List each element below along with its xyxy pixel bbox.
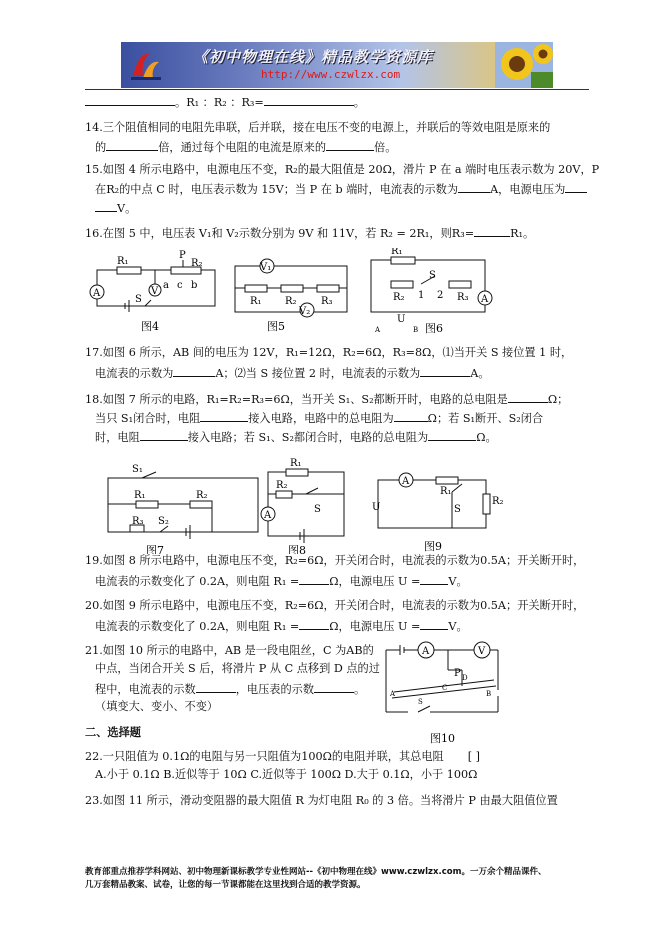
q20-line2: 电流表的示数变化了 0.2A，则电阻 R₁ = Ω，电源电压 U = V。 [95, 620, 468, 633]
footer-line1: 教育部重点推荐学科网站、初中物理新课标教学专业性网站--《初中物理在线》www.czwlzx.com。一万余个精品课件、 [85, 867, 547, 877]
q22-line1: 22.一只阻值为 0.1Ω的电阻与另一只阻值为100Ω的电阻并联，其总电阻 [ ] [85, 750, 481, 763]
label-r3: R₃ [457, 292, 469, 303]
q19-line1: 19.如图 8 所示电路中，电源电压不变，R₂=6Ω，开关闭合时，电流表的示数为0.5A；开关断开时， [85, 554, 585, 567]
answer-blank[interactable] [264, 94, 354, 106]
figure-8-caption: 图8 [288, 544, 306, 554]
label-b: b [191, 280, 198, 291]
ammeter-a: A [422, 646, 430, 657]
voltmeter-v: V [478, 646, 486, 657]
answer-blank[interactable] [196, 681, 236, 693]
answer-blank[interactable] [85, 94, 175, 106]
circuit-figure-7 [108, 472, 258, 539]
label-r3: R₃ [132, 516, 144, 527]
circuit-figure-6 [371, 257, 492, 312]
q21-line2: 中点，当闭合开关 S 后，将滑片 P 从 C 点移到 D 点的过 [95, 662, 380, 675]
answer-blank[interactable] [106, 139, 158, 151]
q22-options: A.小于 0.1Ω B.近似等于 10Ω C.近似等于 100Ω D.大于 0.1Ω，小于 100Ω [95, 768, 478, 781]
figures-4-5-6 [85, 248, 505, 338]
label-c: C [442, 684, 448, 692]
answer-blank[interactable] [326, 139, 374, 151]
answer-blank[interactable] [299, 573, 329, 585]
label-a: A [390, 690, 396, 698]
banner-url[interactable]: http://www.czwlzx.com [261, 68, 401, 81]
label-r2: R₂ [492, 496, 504, 507]
label-r3: R₃ [321, 296, 333, 307]
answer-blank[interactable] [420, 573, 448, 585]
voltmeter-v1: V₁ [260, 262, 272, 273]
answer-blank[interactable] [420, 618, 448, 630]
label-r2: R₂ [191, 258, 203, 269]
figure-7-caption: 图7 [146, 544, 164, 554]
label-a: A [375, 326, 381, 334]
header-banner [121, 42, 553, 88]
q15-line3: V。 [95, 200, 136, 216]
circuit-figure-10 [378, 640, 518, 746]
q18-line2: 当只 S₁闭合时，电阻 接入电路，电路中的总电阻为 Ω；若 S₁断开、S₂闭合 [95, 412, 544, 425]
label-b: B [413, 326, 419, 334]
answer-blank[interactable] [420, 365, 470, 377]
label-s1: S₁ [132, 464, 143, 475]
q17-line2: 电流表的示数为 A；⑵当 S 接位置 2 时，电流表的示数为 A。 [95, 367, 490, 380]
label-a: a [163, 280, 169, 291]
q21-line4: （填变大、变小、不变） [95, 700, 219, 713]
label-s: S [454, 504, 461, 515]
q16-line: 16.在图 5 中，电压表 V₁和 V₂示数分别为 9V 和 11V，若 R₂ = 2R₁，则R₃= R₁。 [85, 227, 535, 240]
answer-blank[interactable] [428, 429, 476, 441]
section-heading: 二、选择题 [85, 725, 141, 739]
q20-line1: 20.如图 9 所示电路中，电源电压不变，R₂=6Ω，开关闭合时，电流表的示数为0.5A；开关断开时， [85, 599, 585, 612]
answer-blank[interactable] [508, 391, 548, 403]
label-s: S [135, 294, 142, 305]
q23-line1: 23.如图 11 所示，滑动变阻器的最大阻值 R 为灯电阻 R₀ 的 3 倍。当将滑片 P 由最大阻值位置 [85, 794, 558, 807]
label-r2: R₂ [393, 292, 405, 303]
q15-line2: 在R₂的中点 C 时，电压表示数为 15V；当 P 在 b 端时，电流表的示数为 A，电源电压为 [95, 181, 587, 197]
label-u: U [372, 502, 381, 513]
label-r1: R₁ [290, 458, 302, 469]
q14-line1: 14.三个阻值相同的电阻先串联，后并联，接在电压不变的电源上，并联后的等效电阻是原来的 [85, 121, 551, 134]
ammeter-a: A [264, 510, 272, 521]
label-r2: R₂ [196, 490, 208, 501]
label-s2: S₂ [158, 516, 169, 527]
sunflower-icon [495, 42, 553, 88]
circuit-figure-8 [261, 469, 344, 543]
label-r1: R₁ [117, 256, 129, 267]
label-u: U [397, 314, 406, 325]
label-r1: R₁ [440, 486, 452, 497]
q21-line1: 21.如图 10 所示的电路中，AB 是一段电阻丝，C 为AB的 [85, 644, 374, 657]
ammeter-a: A [402, 476, 410, 487]
label-r1: R₁ [134, 490, 146, 501]
voltmeter-v2: V₂ [299, 306, 311, 317]
answer-blank[interactable] [474, 225, 510, 237]
figure-5-caption: 图5 [267, 320, 285, 333]
banner-title: 《初中物理在线》精品教学资源库 [193, 48, 434, 66]
answer-blank[interactable] [173, 365, 215, 377]
label-p: P [454, 668, 461, 679]
label-r1: R₁ [250, 296, 262, 307]
answer-bracket[interactable]: [ ] [467, 750, 481, 763]
answer-blank[interactable] [95, 200, 117, 212]
label-c: c [177, 280, 183, 291]
label-r1: R₁ [391, 248, 403, 257]
label-2: 2 [437, 290, 444, 301]
ammeter-a: A [481, 294, 489, 305]
q17-line1: 17.如图 6 所示，AB 间的电压为 12V，R₁=12Ω，R₂=6Ω，R₃=8Ω，⑴当开关 S 接位置 1 时， [85, 346, 573, 359]
ratio-line: 。R₁ ：R₂ ：R₃= 。 [85, 94, 365, 110]
q15-line1: 15.如图 4 所示电路中，电源电压不变，R₂的最大阻值是 20Ω，滑片 P 在 a 端时电压表示数为 20V，P [85, 163, 600, 176]
answer-blank[interactable] [200, 410, 248, 422]
q21-line3: 程中，电流表的示数 ，电压表的示数 。 [95, 683, 366, 696]
label-d: D [462, 674, 468, 682]
q14-line2: 的 倍，通过每个电阻的电流是原来的 倍。 [95, 141, 397, 154]
figures-7-8-9 [100, 458, 520, 554]
label-p: P [179, 250, 186, 261]
figure-6-caption: 图6 [425, 322, 443, 335]
q19-line2: 电流表的示数变化了 0.2A，则电阻 R₁ = Ω，电源电压 U = V。 [95, 575, 468, 588]
label-r2: R₂ [285, 296, 297, 307]
label-b: B [486, 690, 492, 698]
label-s: S [418, 698, 423, 706]
header-rule [85, 89, 589, 90]
label-s: S [429, 270, 436, 281]
figure-9-caption: 图9 [424, 540, 442, 553]
answer-blank[interactable] [140, 429, 188, 441]
answer-blank[interactable] [314, 681, 354, 693]
ammeter-a: A [93, 288, 101, 299]
answer-blank[interactable] [299, 618, 329, 630]
label-r2: R₂ [276, 480, 288, 491]
circuit-figure-5 [235, 259, 347, 317]
q18-line3: 时，电阻 接入电路；若 S₁、S₂都闭合时，电路的总电阻为 Ω。 [95, 431, 497, 444]
circuit-figure-9 [378, 473, 490, 528]
q18-line1: 18.如图 7 所示的电路，R₁=R₂=R₃=6Ω，当开关 S₁、S₂都断开时，电路的总电阻是 Ω； [85, 393, 569, 406]
answer-blank[interactable] [458, 181, 490, 193]
footer-line2: 几万套精品教案、试卷，让您的每一节课都能在这里找到合适的教学资源。 [85, 880, 366, 890]
label-1: 1 [418, 290, 425, 301]
voltmeter-v: V [151, 286, 159, 297]
answer-blank[interactable] [565, 181, 587, 193]
site-logo-icon [129, 48, 163, 82]
figure-4-caption: 图4 [141, 320, 159, 333]
figure-10-caption: 图10 [430, 732, 455, 745]
answer-blank[interactable] [394, 410, 428, 422]
label-s: S [314, 504, 321, 515]
